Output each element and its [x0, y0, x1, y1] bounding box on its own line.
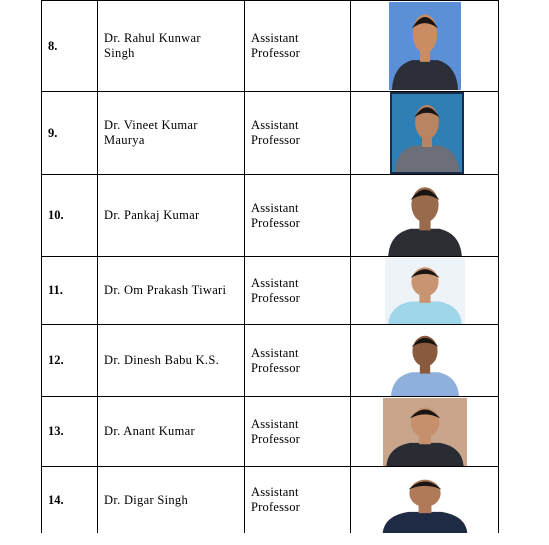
designation: Assistant Professor [245, 257, 351, 325]
serial-number: 14. [42, 467, 98, 534]
table-row [42, 92, 499, 175]
table-row [42, 175, 499, 257]
faculty-name: Dr. Dinesh Babu K.S. [98, 325, 245, 397]
serial-number: 11. [42, 257, 98, 325]
serial-number: 13. [42, 397, 98, 467]
portrait-graphic [379, 471, 471, 533]
faculty-photo [388, 326, 462, 396]
faculty-name: Dr. Om Prakash Tiwari [98, 257, 245, 325]
photo-cell [351, 257, 499, 325]
designation: Assistant Professor [245, 397, 351, 467]
faculty-name: Dr. Rahul Kunwar Singh [98, 1, 245, 92]
designation: Assistant Professor [245, 175, 351, 257]
faculty-table [41, 0, 499, 533]
portrait-graphic [385, 176, 465, 256]
portrait-graphic [388, 326, 462, 396]
table-row [42, 397, 499, 467]
faculty-photo [379, 471, 471, 533]
portrait-graphic [383, 398, 467, 466]
portrait-graphic [389, 2, 461, 90]
table-row [42, 325, 499, 397]
faculty-name: Dr. Anant Kumar [98, 397, 245, 467]
table-row [42, 1, 499, 92]
photo-cell [351, 397, 499, 467]
faculty-name: Dr. Pankaj Kumar [98, 175, 245, 257]
photo-cell [351, 92, 499, 175]
photo-cell [351, 1, 499, 92]
designation: Assistant Professor [245, 325, 351, 397]
serial-number: 10. [42, 175, 98, 257]
faculty-photo [385, 176, 465, 256]
portrait-graphic [385, 258, 465, 324]
photo-cell [351, 175, 499, 257]
faculty-photo [383, 398, 467, 466]
photo-cell [351, 325, 499, 397]
faculty-name: Dr. Vineet Kumar Maurya [98, 92, 245, 175]
faculty-photo [389, 2, 461, 90]
serial-number: 9. [42, 92, 98, 175]
photo-cell [351, 467, 499, 534]
designation: Assistant Professor [245, 467, 351, 534]
serial-number: 12. [42, 325, 98, 397]
designation: Assistant Professor [245, 1, 351, 92]
serial-number: 8. [42, 1, 98, 92]
faculty-photo [385, 258, 465, 324]
designation: Assistant Professor [245, 92, 351, 175]
table-row [42, 257, 499, 325]
portrait-graphic [392, 94, 462, 172]
table-row [42, 467, 499, 534]
faculty-name: Dr. Digar Singh [98, 467, 245, 534]
faculty-photo [390, 92, 464, 174]
